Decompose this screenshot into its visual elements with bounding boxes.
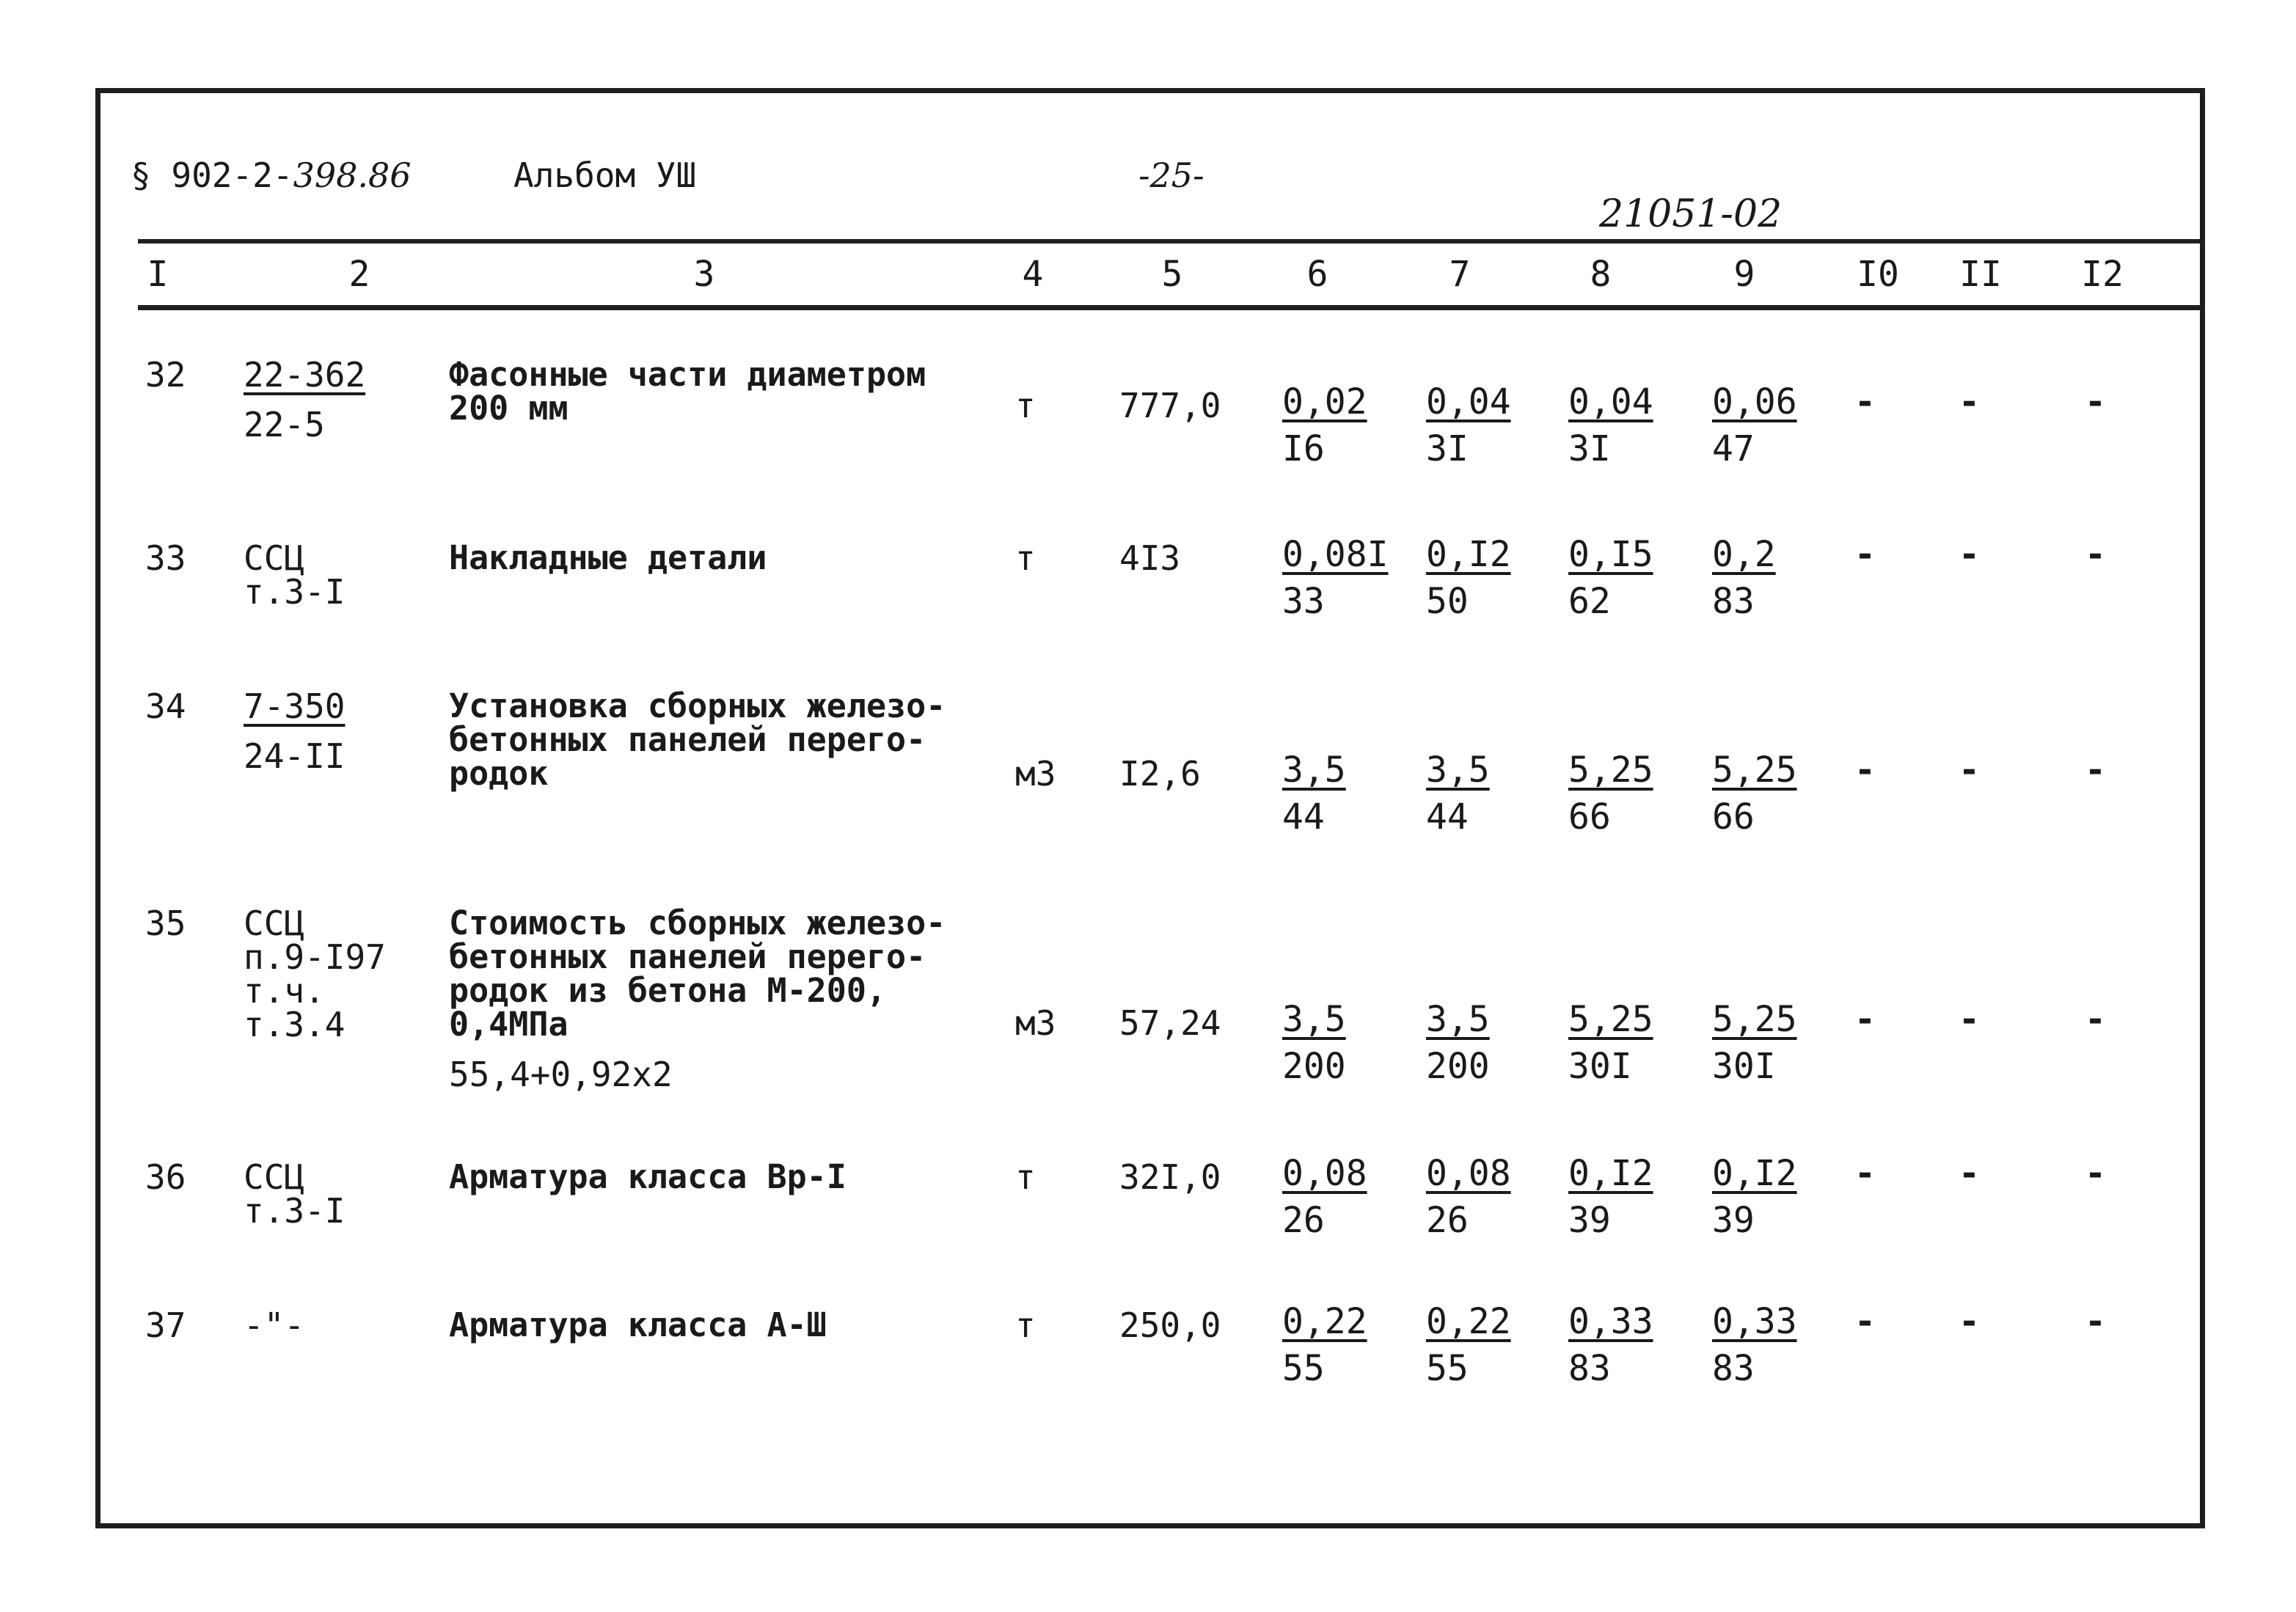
value-fraction bbox=[1426, 378, 1511, 472]
empty-cell-dash: - bbox=[2085, 999, 2106, 1040]
empty-cell-dash: - bbox=[1854, 750, 1876, 791]
empty-cell-dash: - bbox=[1854, 381, 1876, 422]
empty-cell-dash: - bbox=[2085, 1153, 2106, 1194]
fraction-numerator: 0,I2 bbox=[1568, 1153, 1653, 1194]
column-number: II bbox=[1959, 254, 2002, 295]
fraction-denominator: 3I bbox=[1568, 428, 1611, 469]
header-rule-top bbox=[138, 239, 2205, 243]
row-number: 37 bbox=[145, 1305, 186, 1345]
unit: м3 bbox=[1015, 1003, 1056, 1043]
fraction-numerator: 5,25 bbox=[1568, 750, 1653, 791]
fraction-denominator: I6 bbox=[1282, 428, 1325, 469]
column-number: 2 bbox=[348, 254, 370, 295]
section-number: § 902-2-398.86 bbox=[131, 155, 412, 195]
work-description: Накладные детали bbox=[449, 538, 767, 577]
fraction-numerator: 0,08 bbox=[1282, 1153, 1367, 1194]
value-fraction bbox=[1426, 996, 1490, 1090]
row-number: 36 bbox=[145, 1157, 186, 1197]
fraction-denominator: 83 bbox=[1568, 1348, 1611, 1389]
value-fraction bbox=[1282, 1298, 1367, 1392]
value-fraction bbox=[1568, 996, 1653, 1090]
norm-code: 22-362 bbox=[244, 355, 366, 395]
fraction-denominator: 44 bbox=[1426, 796, 1469, 838]
value-fraction bbox=[1282, 996, 1346, 1090]
fraction-numerator: 5,25 bbox=[1712, 750, 1797, 791]
value-fraction bbox=[1712, 531, 1776, 625]
norm-code-secondary: 22-5 bbox=[244, 405, 325, 444]
value-fraction bbox=[1712, 1298, 1797, 1392]
fraction-denominator: 26 bbox=[1282, 1200, 1325, 1241]
fraction-numerator: 0,2 bbox=[1712, 534, 1776, 575]
column-number: 4 bbox=[1022, 254, 1044, 295]
fraction-denominator: 26 bbox=[1426, 1200, 1469, 1241]
empty-cell-dash: - bbox=[1854, 999, 1876, 1040]
empty-cell-dash: - bbox=[1959, 1153, 1980, 1194]
empty-cell-dash: - bbox=[1854, 1153, 1876, 1194]
unit-price: 250,0 bbox=[1119, 1305, 1221, 1345]
value-fraction bbox=[1712, 378, 1797, 472]
column-number: 3 bbox=[693, 254, 715, 295]
unit-price: I2,6 bbox=[1119, 754, 1201, 794]
empty-cell-dash: - bbox=[1854, 534, 1876, 575]
fraction-numerator: 0,08 bbox=[1426, 1153, 1511, 1194]
fraction-numerator: 5,25 bbox=[1712, 999, 1797, 1040]
empty-cell-dash: - bbox=[1854, 1301, 1876, 1342]
fraction-numerator: 0,22 bbox=[1282, 1301, 1367, 1342]
fraction-numerator: 0,33 bbox=[1568, 1301, 1653, 1342]
fraction-denominator: 83 bbox=[1712, 1348, 1755, 1389]
fraction-denominator: 200 bbox=[1282, 1046, 1346, 1087]
value-fraction bbox=[1712, 996, 1797, 1090]
norm-code-secondary: 24-II bbox=[244, 736, 346, 776]
value-fraction bbox=[1426, 1150, 1511, 1244]
fraction-numerator: 3,5 bbox=[1426, 750, 1490, 791]
fraction-denominator: 50 bbox=[1426, 581, 1469, 622]
unit: т bbox=[1015, 538, 1036, 578]
fraction-denominator: 44 bbox=[1282, 796, 1325, 838]
empty-cell-dash: - bbox=[2085, 534, 2106, 575]
column-number: 6 bbox=[1306, 254, 1328, 295]
fraction-numerator: 0,33 bbox=[1712, 1301, 1797, 1342]
fraction-numerator: 0,06 bbox=[1712, 381, 1797, 422]
value-fraction bbox=[1568, 1298, 1653, 1392]
unit-price: 32I,0 bbox=[1119, 1157, 1221, 1197]
fraction-denominator: 200 bbox=[1426, 1046, 1490, 1087]
empty-cell-dash: - bbox=[1959, 999, 1980, 1040]
fraction-numerator: 0,04 bbox=[1426, 381, 1511, 422]
fraction-denominator: 66 bbox=[1712, 796, 1755, 838]
unit: т bbox=[1015, 1157, 1036, 1197]
fraction-numerator: 0,04 bbox=[1568, 381, 1653, 422]
row-number: 33 bbox=[145, 538, 186, 578]
fraction-denominator: 30I bbox=[1712, 1046, 1776, 1087]
value-fraction bbox=[1282, 1150, 1367, 1244]
value-fraction bbox=[1568, 747, 1653, 840]
column-number: 5 bbox=[1161, 254, 1183, 295]
fraction-numerator: 3,5 bbox=[1282, 750, 1346, 791]
row-number: 34 bbox=[145, 686, 186, 726]
fraction-denominator: 30I bbox=[1568, 1046, 1632, 1087]
work-description: Стоимость сборных железо- бетонных панелей перего- родок из бетона М-200, 0,4МПа bbox=[449, 904, 946, 1044]
unit-price: 57,24 bbox=[1119, 1003, 1221, 1043]
value-fraction bbox=[1426, 747, 1490, 840]
work-description: Арматура класса А-Ш bbox=[449, 1305, 827, 1344]
norm-code: ССЦ п.9-I97 т.ч. т.3.4 bbox=[244, 904, 386, 1044]
empty-cell-dash: - bbox=[2085, 381, 2106, 422]
unit: т bbox=[1015, 1305, 1036, 1345]
fraction-denominator: 39 bbox=[1568, 1200, 1611, 1241]
fraction-denominator: 66 bbox=[1568, 796, 1611, 838]
row-number: 32 bbox=[145, 355, 186, 395]
value-fraction bbox=[1282, 747, 1346, 840]
fraction-numerator: 0,I2 bbox=[1426, 534, 1511, 575]
fraction-numerator: 0,08I bbox=[1282, 534, 1389, 575]
value-fraction bbox=[1712, 1150, 1797, 1244]
empty-cell-dash: - bbox=[1959, 750, 1980, 791]
norm-code: ССЦ т.3-I bbox=[244, 538, 346, 612]
empty-cell-dash: - bbox=[2085, 750, 2106, 791]
fraction-denominator: 39 bbox=[1712, 1200, 1755, 1241]
empty-cell-dash: - bbox=[1959, 534, 1980, 575]
empty-cell-dash: - bbox=[2085, 1301, 2106, 1342]
value-fraction bbox=[1282, 531, 1389, 625]
fraction-denominator: 3I bbox=[1426, 428, 1469, 469]
unit-price: 4I3 bbox=[1119, 538, 1181, 578]
work-description: Установка сборных железо- бетонных панелей перего- родок bbox=[449, 686, 946, 793]
norm-code: -"- bbox=[244, 1305, 305, 1345]
unit: м3 bbox=[1015, 754, 1056, 794]
page-number: -25- bbox=[1138, 155, 1204, 195]
norm-code: 7-350 bbox=[244, 686, 346, 726]
empty-cell-dash: - bbox=[1959, 1301, 1980, 1342]
column-number: I bbox=[147, 254, 169, 295]
value-fraction bbox=[1568, 1150, 1653, 1244]
fraction-denominator: 47 bbox=[1712, 428, 1755, 469]
fraction-denominator: 55 bbox=[1426, 1348, 1469, 1389]
work-description: Арматура класса Вр-I bbox=[449, 1157, 847, 1196]
fraction-denominator: 55 bbox=[1282, 1348, 1325, 1389]
column-number: 7 bbox=[1449, 254, 1471, 295]
column-number: 8 bbox=[1590, 254, 1612, 295]
fraction-denominator: 33 bbox=[1282, 581, 1325, 622]
calculation-note: 55,4+0,92x2 bbox=[449, 1055, 673, 1094]
value-fraction bbox=[1282, 378, 1367, 472]
norm-code: ССЦ т.3-I bbox=[244, 1157, 346, 1231]
value-fraction bbox=[1426, 531, 1511, 625]
unit-price: 777,0 bbox=[1119, 386, 1221, 425]
document-stamp: 21051-02 bbox=[1599, 192, 1783, 236]
fraction-numerator: 3,5 bbox=[1426, 999, 1490, 1040]
column-number: I2 bbox=[2081, 254, 2124, 295]
value-fraction bbox=[1426, 1298, 1511, 1392]
fraction-numerator: 3,5 bbox=[1282, 999, 1346, 1040]
value-fraction bbox=[1568, 531, 1653, 625]
value-fraction bbox=[1712, 747, 1797, 840]
value-fraction bbox=[1568, 378, 1653, 472]
fraction-numerator: 0,I5 bbox=[1568, 534, 1653, 575]
fraction-numerator: 5,25 bbox=[1568, 999, 1653, 1040]
row-number: 35 bbox=[145, 904, 186, 943]
fraction-numerator: 0,02 bbox=[1282, 381, 1367, 422]
work-description: Фасонные части диаметром 200 мм bbox=[449, 355, 926, 428]
unit: т bbox=[1015, 386, 1036, 425]
empty-cell-dash: - bbox=[1959, 381, 1980, 422]
column-number: 9 bbox=[1733, 254, 1755, 295]
column-number: I0 bbox=[1857, 254, 1899, 295]
fraction-denominator: 62 bbox=[1568, 581, 1611, 622]
fraction-numerator: 0,22 bbox=[1426, 1301, 1511, 1342]
album-title: Альбом УШ bbox=[513, 155, 697, 195]
fraction-numerator: 0,I2 bbox=[1712, 1153, 1797, 1194]
fraction-denominator: 83 bbox=[1712, 581, 1755, 622]
header-rule-bottom bbox=[138, 305, 2205, 310]
